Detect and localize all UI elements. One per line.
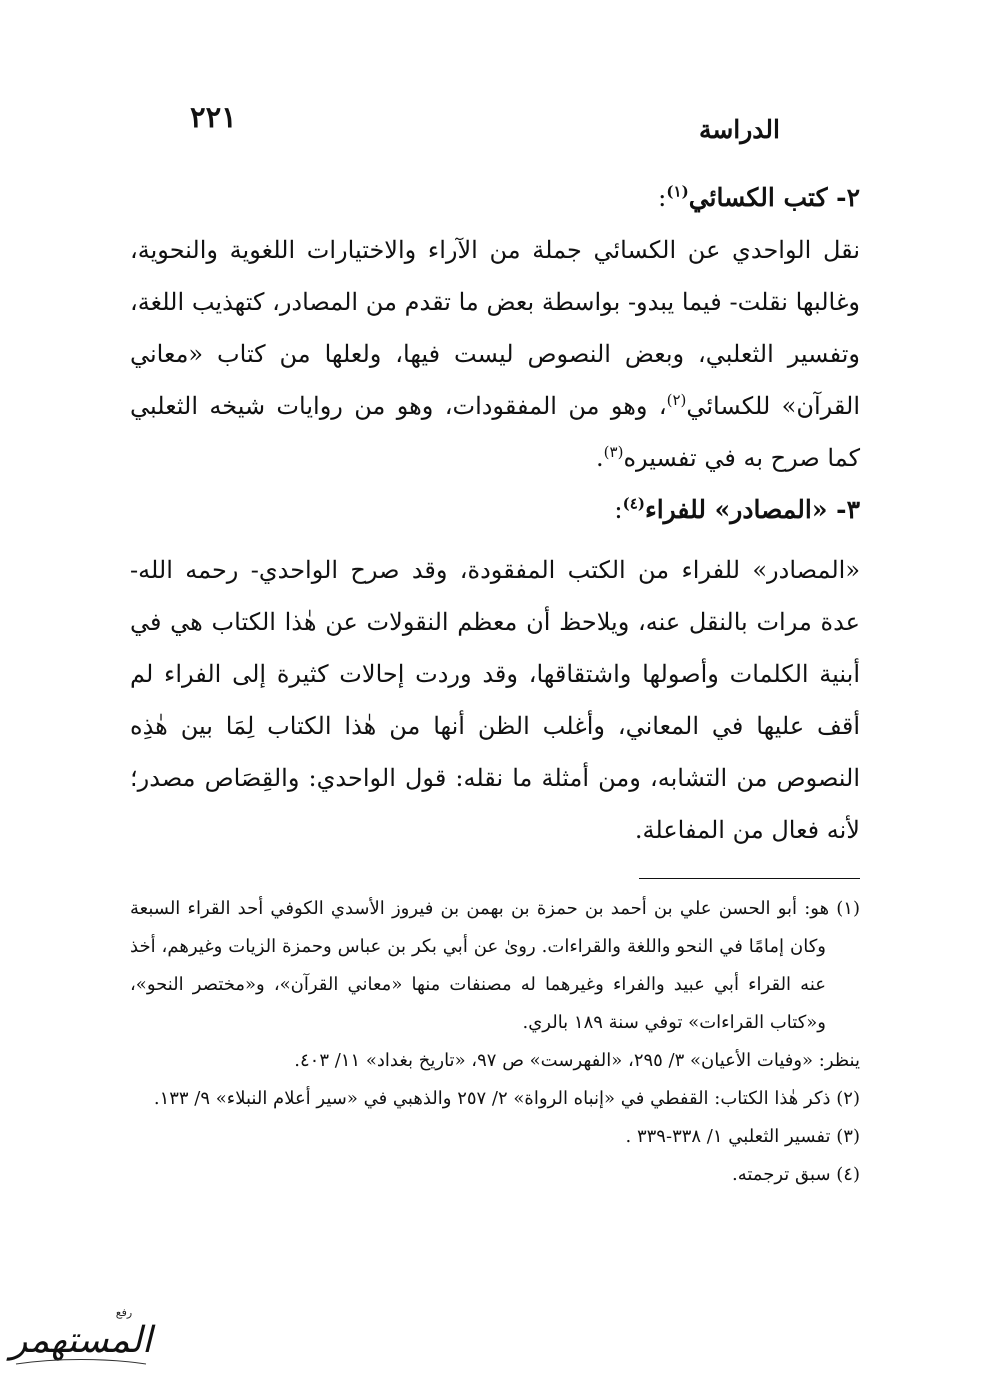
watermark-logo-text: المستهمر (9, 1320, 153, 1361)
watermark-logo-small: رفع (115, 1306, 133, 1319)
paragraph-kisai (130, 224, 860, 484)
footnote-3 (130, 1118, 860, 1156)
page-number: ٢٢١ (190, 100, 237, 134)
footnote-1-references (130, 1042, 860, 1080)
footnote-2 (130, 1080, 860, 1118)
footnote-text: سبق ترجمته. (732, 1164, 831, 1185)
paragraph-farra: «المصادر» للفراء من الكتب المفقودة، وقد صرح الواحدي- رحمه الله- عدة مرات بالنقل عنه، ويلاحظ أن معظم النقولات عن هٰذا الكتاب هي في أبنية الكلمات وأصولها واشتقاقها، وقد وردت إحالات كثيرة إلى الفراء لم أقف عليها في المعاني، وأغلب الظن أنها من هٰذا الكتاب لِمَا بين هٰذِه النصوص من التشابه، ومن أمثلة ما نقله: قول الواحدي: والقِصَاص مصدر؛ لأنه فعال من المفاعلة. (130, 556, 861, 844)
footnote-ref-1[interactable]: (١) (666, 182, 689, 201)
section-heading-farra-num: ٣- (836, 495, 860, 524)
footnote-text: ذكر هٰذا الكتاب: القفطي في «إنباه الرواة» ٢/ ٢٥٧ والذهبي في «سير أعلام النبلاء» ٩/ ١٣٣. (153, 1088, 831, 1109)
footnote-marker: (٢) (836, 1088, 860, 1109)
footnote-text: ينظر: «وفيات الأعيان» ٣/ ٢٩٥، «الفهرست» ص ٩٧، «تاريخ بغداد» ١١/ ٤٠٣. (294, 1050, 860, 1071)
footnote-marker: (٣) (836, 1126, 860, 1147)
footnote-text: تفسير الثعلبي ١/ ٣٣٨-٣٣٩ . (625, 1126, 831, 1147)
watermark-logo (6, 1300, 156, 1380)
section-heading-kisai (130, 172, 860, 224)
footnote-text: هو: أبو الحسن علي بن أحمد بن حمزة بن بهمن بن فيروز الأسدي الكوفي أحد القراء السبعة وكان إمامًا في النحو واللغة والقراءات. روىٰ عن أبي بكر بن عباس وحمزة الزيات وغيرهم، أخذ عنه القراء أبي عبيد والفراء وغيرهما له مصنفات منها «معاني القرآن»، و«مختصر النحو»، و«كتاب القراءات» توفي سنة ١٨٩ بالري. (130, 898, 830, 1033)
heading-colon: : (657, 183, 667, 212)
paragraph-kisai-text-a: نقل الواحدي عن الكسائي جملة من الآراء والاختيارات اللغوية والنحوية، وغالبها نقلت- فيما يبدو- بواسطة بعض ما تقدم من المصادر، كتهذيب اللغة، وتفسير الثعلبي، وبعض النصوص ليست فيها، ولعلها من كتاب «معاني القرآن» للكسائي (130, 236, 860, 420)
footnotes (130, 890, 860, 1194)
footnote-divider (639, 878, 860, 879)
section-heading-kisai-text: ٢- كتب الكسائي (688, 183, 860, 212)
main-text (130, 172, 860, 856)
paragraph-kisai-text-b: ، وهو من المفقودات، وهو من روايات شيخه الثعلبي كما صرح به في تفسيره (130, 392, 860, 472)
footnote-marker: (١) (836, 898, 860, 919)
running-head: الدراسة (698, 115, 780, 144)
footnote-ref-4[interactable]: (٤) (622, 494, 645, 513)
section-heading-farra (130, 484, 860, 536)
section-heading-farra-text: «المصادر» للفراء (644, 495, 828, 524)
footnote-4 (130, 1156, 860, 1194)
footnote-1 (130, 890, 860, 1042)
footnote-ref-2[interactable]: (٢) (666, 391, 687, 409)
footnote-marker: (٤) (836, 1164, 860, 1185)
paragraph-kisai-end: . (596, 444, 604, 472)
heading-colon: : (614, 495, 623, 524)
footnote-ref-3[interactable]: (٣) (603, 443, 624, 461)
